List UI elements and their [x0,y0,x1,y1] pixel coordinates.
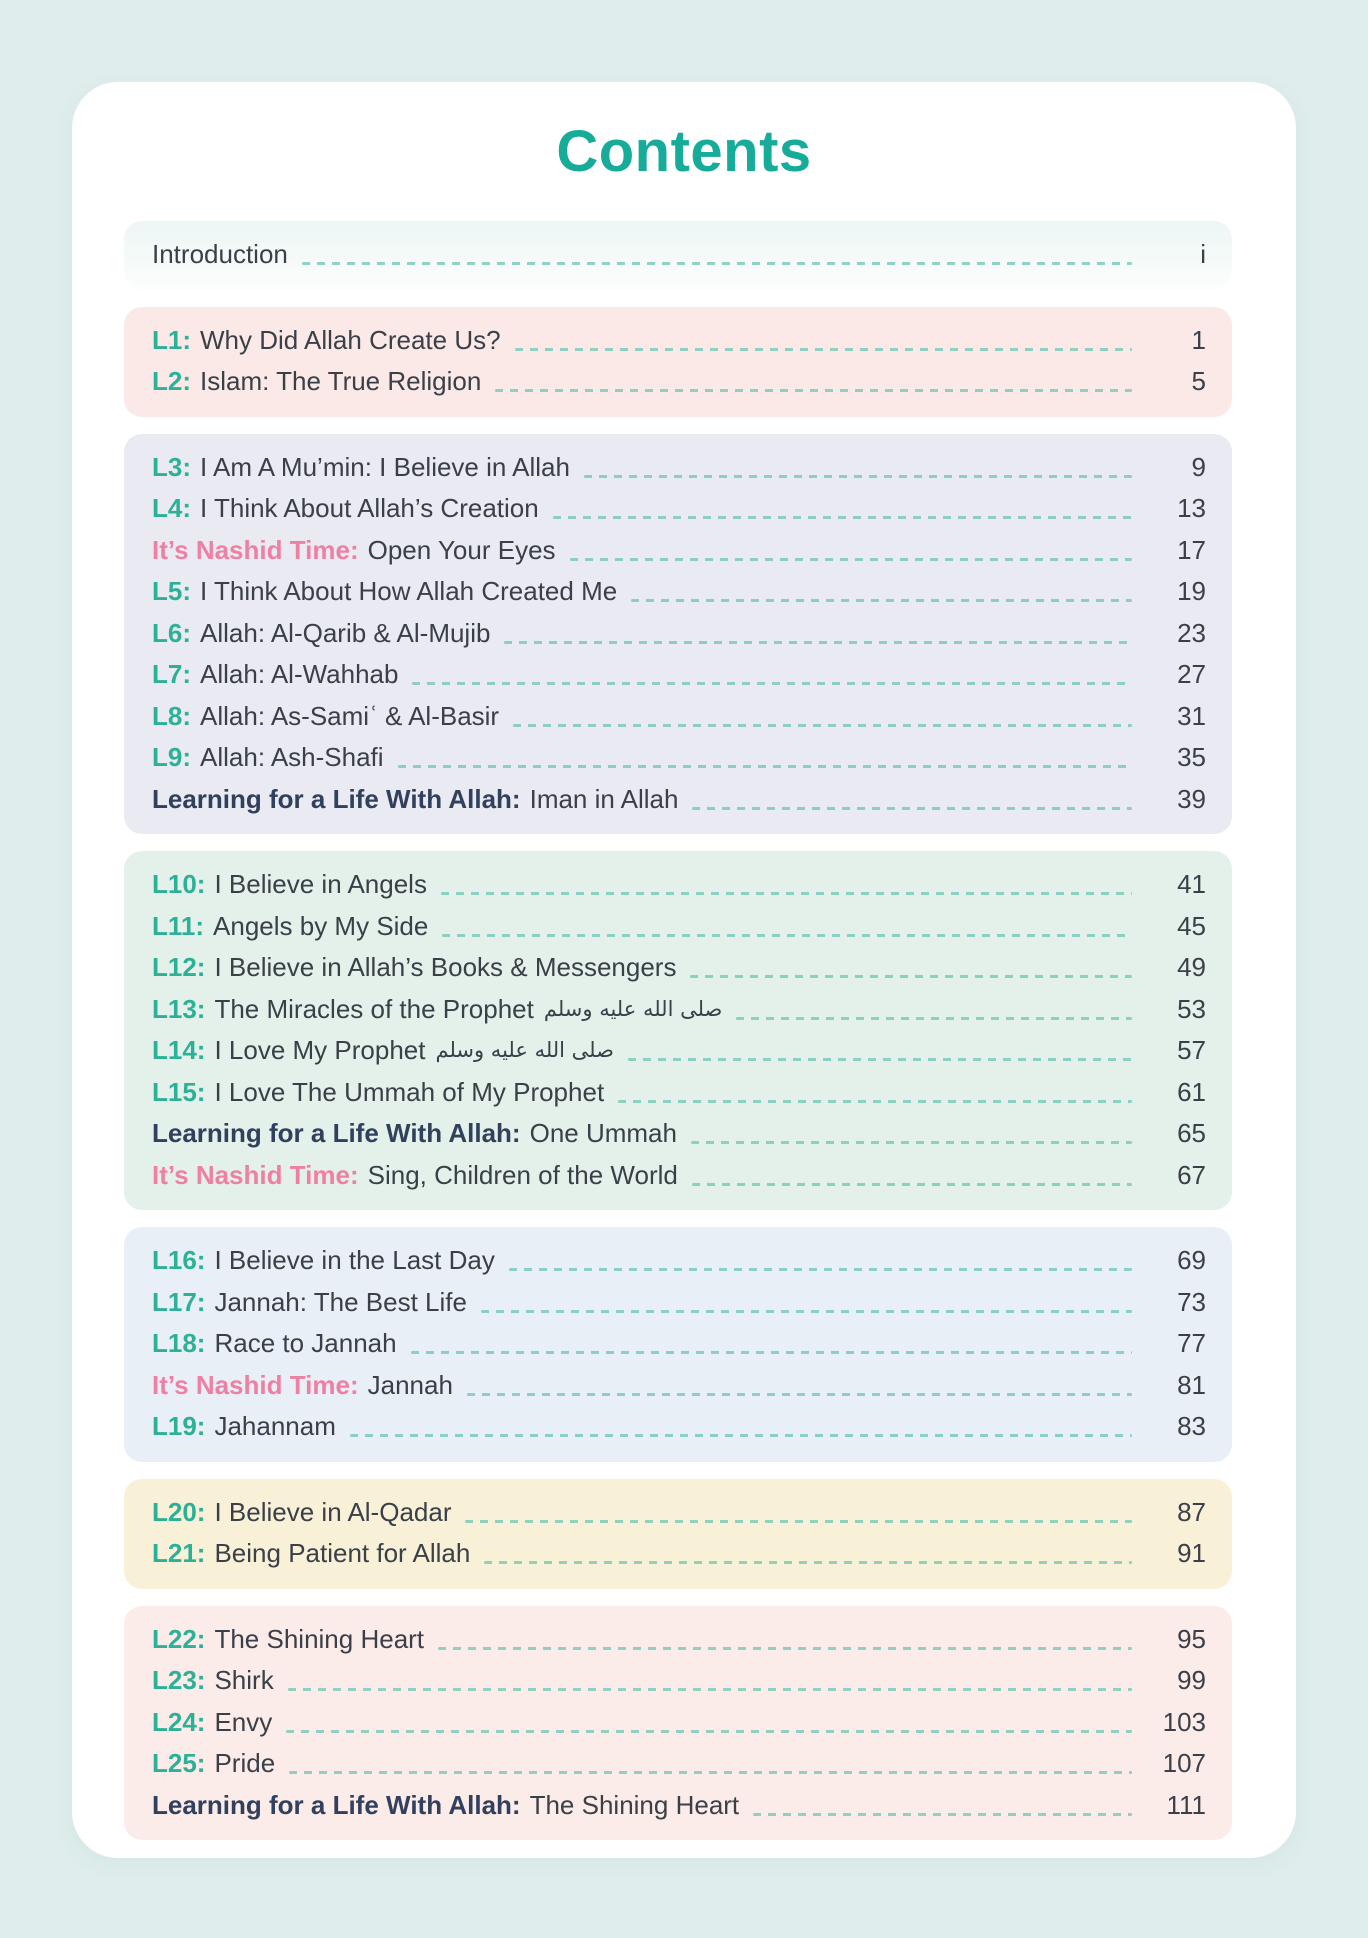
toc-row-title: Open Your Eyes [367,534,556,565]
section-l10-l15 [124,851,1232,1210]
toc-row-prefix-nashid: It’s Nashid Time: [152,1369,359,1400]
toc-row-page-number: 103 [1162,1706,1206,1737]
toc-row-page-number: 61 [1177,1076,1206,1107]
leader-line [692,1183,1132,1186]
toc-row-prefix-learning: Learning for a Life With Allah: [152,783,521,814]
toc-row-prefix-lesson: L21: [152,1538,206,1568]
toc-row [152,1702,1206,1744]
toc-row [152,447,1206,489]
toc-row-title: I Believe in the Last Day [214,1245,495,1275]
toc-row [152,737,1206,779]
toc-row-prefix-lesson: L20: [152,1496,206,1527]
toc-row-title: The Shining Heart [529,1789,740,1820]
leader-line [515,348,1132,351]
toc-row-title: Allah: Ash-Shafi [200,742,384,772]
toc-row-page-number: 99 [1177,1665,1206,1695]
toc-row-title: I Believe in Allah’s Books & Messengers [214,952,677,982]
toc-row-prefix-lesson: L13: [152,993,206,1024]
leader-line [411,1351,1132,1354]
toc-row-title: I Believe in Angels [214,869,427,899]
toc-row-title: Jannah: The Best Life [214,1286,467,1317]
toc-sections [72,221,1296,1840]
toc-row-title: Why Did Allah Create Us? [200,324,501,355]
toc-row-arabic-honorific: صلى الله عليه وسلم [543,996,723,1021]
toc-row-page-number: 27 [1177,659,1206,689]
toc-row-title: The Shining Heart [214,1623,425,1654]
leader-line [690,975,1132,978]
leader-line [481,1310,1132,1313]
leader-line [302,262,1132,265]
intro-section [124,221,1232,290]
toc-row-page-number: 13 [1177,493,1206,523]
toc-row [152,1492,1206,1534]
toc-row-prefix-lesson: L24: [152,1706,206,1737]
toc-row [152,696,1206,738]
toc-row [152,234,1206,276]
toc-row-prefix-learning: Learning for a Life With Allah: [152,1789,521,1820]
leader-line [628,1058,1132,1061]
leader-line [441,892,1132,895]
toc-row-prefix-lesson: L5: [152,576,191,606]
leader-line [412,682,1132,685]
toc-row [152,864,1206,906]
toc-row-prefix-lesson: L6: [152,617,191,648]
toc-row-page-number: 95 [1177,1623,1206,1654]
toc-row [152,530,1206,572]
leader-line [513,724,1132,727]
section-l1-l2 [124,307,1232,417]
leader-line [350,1434,1132,1437]
toc-row-page-number: 49 [1177,952,1206,982]
toc-row-prefix-lesson: L3: [152,451,191,482]
toc-row-title: Race to Jannah [214,1328,397,1358]
toc-row [152,906,1206,948]
toc-row [152,1155,1206,1197]
toc-row-page-number: 73 [1177,1286,1206,1317]
toc-row [152,361,1206,403]
toc-row-prefix-lesson: L8: [152,700,191,731]
toc-row-page-number: 81 [1177,1369,1206,1400]
leader-line [736,1017,1132,1020]
toc-row-prefix-learning: Learning for a Life With Allah: [152,1118,521,1148]
toc-row-page-number: 77 [1177,1328,1206,1358]
toc-row-title: I Am A Mu’min: I Believe in Allah [200,451,570,482]
toc-row-prefix-nashid: It’s Nashid Time: [152,534,359,565]
toc-row-title: I Love The Ummah of My Prophet [214,1076,605,1107]
toc-row-title: Envy [214,1706,273,1737]
toc-row-prefix-lesson: L25: [152,1748,206,1778]
toc-row-page-number: 67 [1177,1159,1206,1190]
toc-row-title: I Think About How Allah Created Me [200,576,618,606]
section-l16-l19 [124,1227,1232,1462]
toc-row-page-number: 65 [1177,1118,1206,1148]
toc-row-page-number: 107 [1162,1748,1206,1778]
toc-row-title: Sing, Children of the World [367,1159,678,1190]
toc-row-title: Introduction [152,239,288,269]
leader-line [398,765,1132,768]
leader-line [753,1813,1132,1816]
toc-row-title: Islam: The True Religion [200,366,482,396]
leader-line [484,1561,1132,1564]
leader-line [584,475,1132,478]
section-l22-l25 [124,1606,1232,1841]
toc-row-page-number: 87 [1177,1496,1206,1527]
leader-line [553,516,1132,519]
toc-row [152,571,1206,613]
toc-row [152,947,1206,989]
leader-line [504,641,1132,644]
toc-row-title: Angels by My Side [213,910,429,941]
toc-row-prefix-lesson: L22: [152,1623,206,1654]
toc-row-prefix-lesson: L15: [152,1076,206,1107]
toc-row [152,989,1206,1031]
toc-row-page-number: 31 [1177,700,1206,731]
toc-row [152,1785,1206,1827]
toc-row-title: I Think About Allah’s Creation [200,493,539,523]
toc-row-title: Shirk [214,1665,274,1695]
toc-row-page-number: 17 [1177,534,1206,565]
toc-row-prefix-lesson: L14: [152,1035,206,1065]
toc-row-title: Pride [214,1748,276,1778]
leader-line [289,1771,1132,1774]
toc-row-prefix-lesson: L7: [152,659,191,689]
toc-row-page-number: 69 [1177,1245,1206,1275]
toc-row-prefix-lesson: L10: [152,869,206,899]
toc-row-title: I Believe in Al-Qadar [214,1496,452,1527]
toc-row [152,654,1206,696]
toc-row [152,1030,1206,1072]
toc-row-prefix-lesson: L16: [152,1245,206,1275]
toc-row [152,1365,1206,1407]
leader-line [631,599,1132,602]
toc-row [152,1072,1206,1114]
toc-row-page-number: 53 [1177,993,1206,1024]
toc-row-page-number: 5 [1191,366,1206,396]
toc-row-page-number: i [1200,239,1206,269]
section-l3-l9 [124,434,1232,835]
toc-row-prefix-lesson: L1: [152,324,191,355]
toc-row-title: I Love My Prophet [214,1035,426,1065]
toc-row [152,1660,1206,1702]
leader-line [570,558,1132,561]
toc-row-title: Jannah [367,1369,453,1400]
toc-row [152,320,1206,362]
toc-row-title: The Miracles of the Prophet [214,993,534,1024]
toc-row-prefix-lesson: L4: [152,493,191,523]
toc-row-title: One Ummah [529,1118,677,1148]
toc-row-title: Iman in Allah [529,783,679,814]
toc-row-prefix-lesson: L11: [152,910,205,941]
toc-row-prefix-lesson: L17: [152,1286,206,1317]
toc-row-page-number: 91 [1177,1538,1206,1568]
toc-row-page-number: 45 [1177,910,1206,941]
toc-row [152,488,1206,530]
leader-line [467,1393,1132,1396]
toc-row-page-number: 57 [1177,1035,1206,1065]
toc-row-page-number: 23 [1177,617,1206,648]
toc-row-page-number: 111 [1166,1789,1206,1820]
toc-row-title: Jahannam [214,1411,336,1441]
toc-row-title: Allah: As-Samiʿ & Al-Basir [200,700,500,731]
toc-row-prefix-lesson: L9: [152,742,191,772]
toc-row-title: Allah: Al-Qarib & Al-Mujib [200,617,491,648]
leader-line [692,807,1132,810]
toc-row-page-number: 39 [1177,783,1206,814]
toc-row-page-number: 9 [1191,451,1206,482]
toc-row [152,1533,1206,1575]
toc-row [152,613,1206,655]
toc-row [152,1743,1206,1785]
toc-row [152,1619,1206,1661]
toc-row [152,779,1206,821]
toc-row-prefix-lesson: L23: [152,1665,206,1695]
leader-line [438,1647,1132,1650]
toc-row-title: Being Patient for Allah [214,1538,471,1568]
toc-row-title: Allah: Al-Wahhab [200,659,399,689]
leader-line [442,934,1132,937]
toc-row-prefix-lesson: L2: [152,366,191,396]
toc-row-page-number: 41 [1177,869,1206,899]
contents-page-card [72,82,1296,1858]
leader-line [618,1100,1132,1103]
leader-line [495,389,1132,392]
toc-row-prefix-lesson: L12: [152,952,206,982]
section-l20-l21 [124,1479,1232,1589]
toc-row [152,1323,1206,1365]
toc-row [152,1282,1206,1324]
toc-row [152,1113,1206,1155]
toc-row-page-number: 35 [1177,742,1206,772]
toc-row-page-number: 83 [1177,1411,1206,1441]
leader-line [465,1520,1132,1523]
toc-row-prefix-lesson: L18: [152,1328,206,1358]
toc-row-page-number: 1 [1191,324,1206,355]
leader-line [288,1688,1132,1691]
toc-row-prefix-lesson: L19: [152,1411,206,1441]
toc-row-prefix-nashid: It’s Nashid Time: [152,1159,359,1190]
leader-line [509,1268,1132,1271]
page-title: Contents [556,119,812,184]
leader-line [286,1730,1132,1733]
leader-line [691,1141,1132,1144]
toc-row [152,1406,1206,1448]
toc-row-arabic-honorific: صلى الله عليه وسلم [435,1038,614,1062]
toc-row-page-number: 19 [1177,576,1206,606]
toc-row [152,1240,1206,1282]
